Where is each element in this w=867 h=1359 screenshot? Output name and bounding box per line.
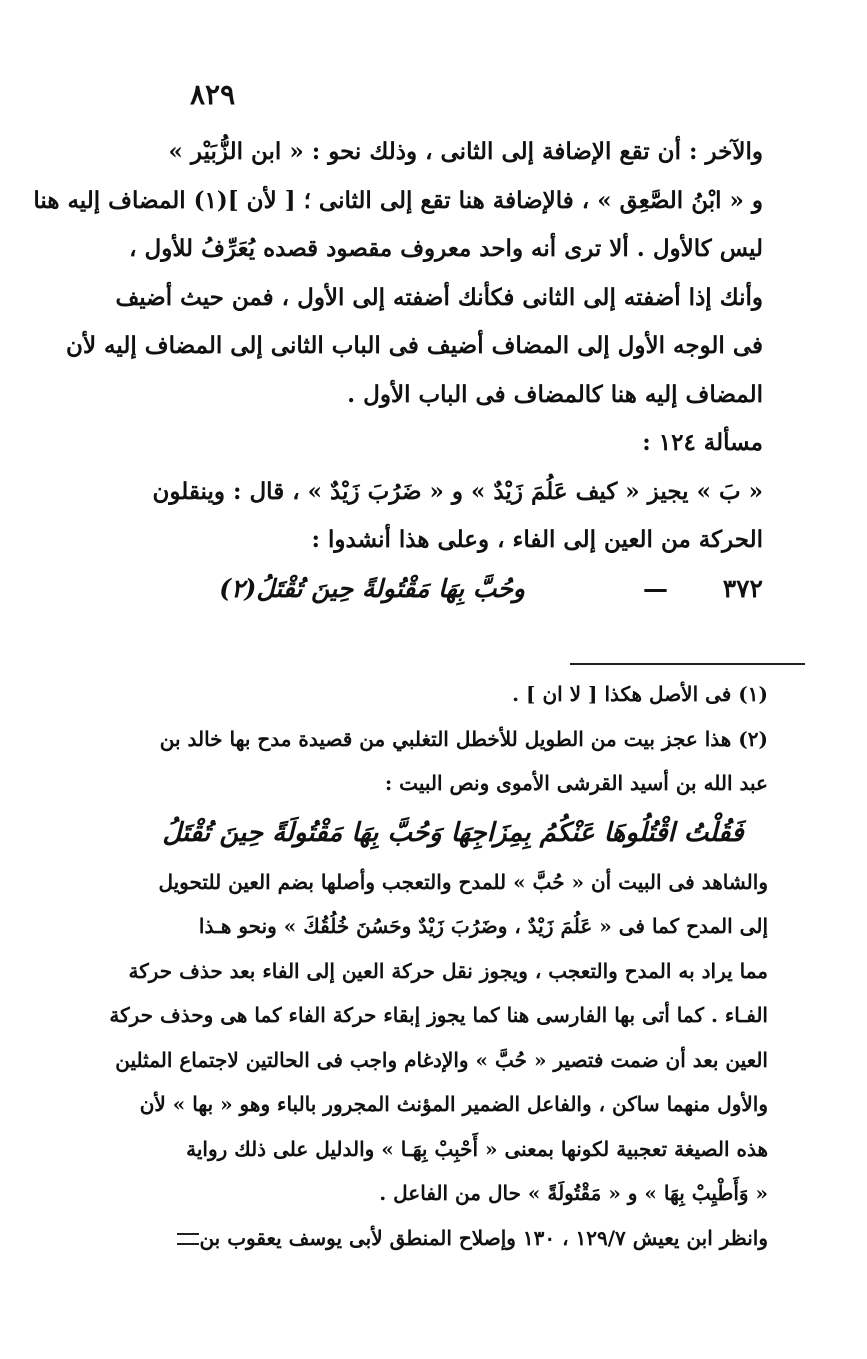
commentary-line: الفـاء . كما أتى بها الفارسى هنا كما يجوز إبقاء حركة الفاء كما هى وحذف حركة [109,1003,768,1027]
footnotes [109,672,768,1260]
last-line [118,1216,768,1261]
footnote-2-line: عبد الله بن أسيد القرشى الأموى ونص البيت : [384,771,768,795]
continuation-mark [177,1233,199,1245]
page-number: ٨٢٩ [190,78,236,111]
verse-dash: — [643,573,668,603]
main-line: والآخر : أن تقع الإضافة إلى الثانى ، وذلك نحو : « ابن الزُّبَيْر » [168,138,763,165]
issue-line: الحركة من العين إلى الفاء ، وعلى هذا أنشدوا : [311,526,763,553]
full-verse: فَقُلْتُ اقْتُلُوهَا عَنْكُمُ بِمِزَاجِهَا وَحُبَّ بِهَا مَقْتُولَةً حِينَ تُقْتَلُ [162,817,744,848]
commentary-line: إلى المدح كما فى « عَلُمَ زَيْدٌ ، وضَرُبَ زَيْدٌ وحَسُنَ خُلُقُكَ » ونحو هـذا [198,914,768,938]
verse-number: ٣٧٢ [722,573,763,603]
main-line: وأنك إذا أضفته إلى الثانى فكأنك أضفته إلى الأول ، فمن حيث أضيف [115,283,763,311]
last-line-text: وانظر ابن يعيش ١٢٩/٧ ، ١٣٠ وإصلاح المنطق لأبى يوسف يعقوب بن [199,1225,768,1250]
verse-line [105,565,763,613]
main-line: فى الوجه الأول إلى المضاف أضيف فى الباب الثانى إلى المضاف إليه لأن [66,332,763,359]
main-line: و « ابْنُ الصَّعِق » ، فالإضافة هنا تقع إلى الثانى ؛ [ لأن ](١) المضاف إليه هنا [33,186,763,214]
commentary-line: العين بعد أن ضمت فتصير « حُبَّ » والإدغام واجب فى الحالتين لاجتماع المثلين [115,1047,768,1072]
issue-heading: مسألة ١٢٤ : [642,429,763,456]
footnote-1: (١) فى الأصل هكذا [ لا ان ] . [512,682,768,706]
commentary-line: والشاهد فى البيت أن « حُبَّ » للمدح والتعجب وأصلها بضم العين للتحويل [158,869,768,894]
commentary-line: « وَأَطْيِبْ بِهَا » و « مَقْتُولَةً » حال من الفاعل . [379,1181,768,1205]
commentary-line: هذه الصيغة تعجبية لكونها بمعنى « أَحْبِبْ بِهَـا » والدليل على ذلك رواية [186,1136,768,1161]
footnote-divider [570,663,805,665]
main-line: المضاف إليه هنا كالمضاف فى الباب الأول . [347,380,763,408]
commentary-line: مما يراد به المدح والتعجب ، ويجوز نقل حركة العين إلى الفاء بعد حذف حركة [128,958,768,983]
commentary-line: والأول منهما ساكن ، والفاعل الضمير المؤنث المجرور بالباء وهو « بها » لأن [139,1092,768,1116]
verse-text: وحُبَّ بِهَا مَقْتُولةً حِينَ تُقْتَلُ(٢) [219,573,525,603]
footnote-2-line: (٢) هذا عجز بيت من الطويل للأخطل التغلبي من قصيدة مدح بها خالد بن [159,726,768,751]
main-line: ليس كالأول . ألا ترى أنه واحد معروف مقصود قصده يُعَرِّفُ للأول ، [129,235,763,262]
main-text [33,128,763,613]
issue-line: « بَ » يجيز « كيف عَلُمَ زَيْدٌ » و « ضَرُبَ زَيْدٌ » ، قال : وينقلون [152,477,763,505]
